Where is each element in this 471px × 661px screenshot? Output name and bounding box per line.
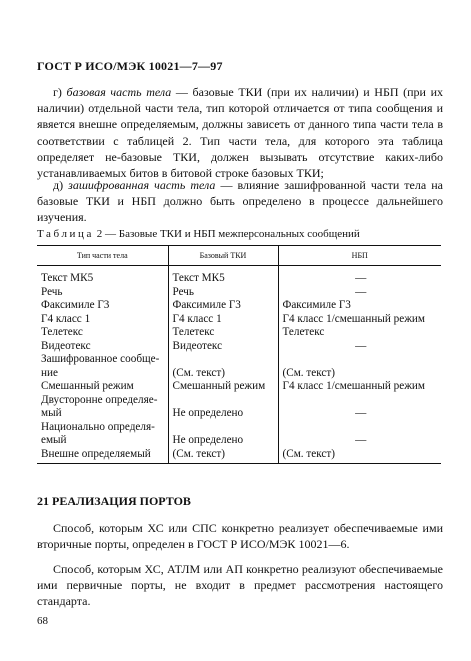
body-part-tki-table xyxy=(37,245,441,464)
table-cell: Факсимиле Г3 xyxy=(168,299,278,313)
paragraph-text: — базовые ТКИ (при их наличии) и НБП (при их наличии) отдельной части тела, тип которой отличается от типа сообщения и явяется внешне определяемым, должны зависеть от данного типа части тела в соответствии с таблицей 2. Тип части тела, для которого эта таблица определяет не-базовые ТКИ, должен вызывать отсутствие каких-либо устанавливаемых битов в битовой строке базовых ТКИ; xyxy=(37,85,444,181)
table-cell: Зашифрованное сообще-ние xyxy=(41,353,160,379)
table-row xyxy=(37,394,441,421)
table-row xyxy=(37,326,441,340)
paragraph-base-body-part xyxy=(37,84,443,181)
running-header: ГОСТ Р ИСО/МЭК 10021—7—97 xyxy=(37,59,223,73)
table-cell: Факсимиле Г3 xyxy=(278,299,441,313)
term-italic: зашифрованная часть тела xyxy=(68,178,216,192)
table-cell: Г4 класс 1/смешанный режим xyxy=(278,313,441,327)
section-heading: 21 РЕАЛИЗАЦИЯ ПОРТОВ xyxy=(37,494,191,508)
table-cell: Смешанный режим xyxy=(41,380,134,392)
paragraph-encrypted-body-part xyxy=(37,177,443,226)
table-row xyxy=(37,266,441,286)
table-cell: (См. текст) xyxy=(278,353,441,380)
table-cell: Смешанный режим xyxy=(168,380,278,394)
table-cell: Текст МК5 xyxy=(168,266,278,286)
table-row xyxy=(37,340,441,354)
table-cell: — xyxy=(278,394,441,421)
table-cell: Телетекс xyxy=(168,326,278,340)
table-cell: Двусторонне определяе-мый xyxy=(41,393,158,419)
paragraph-text: — влияние зашифрованной части тела на базовые ТКИ и НБП должно быть определено в процессе дальнейшего изучения. xyxy=(37,178,443,225)
table-cell: Видеотекс xyxy=(41,339,91,352)
table-caption-label: Таблица xyxy=(37,228,94,240)
table-cell: Видеотекс xyxy=(168,340,278,354)
table-cell: (См. текст) xyxy=(168,448,278,464)
list-marker: д) xyxy=(53,178,69,192)
table-row xyxy=(37,380,441,394)
page-number: 68 xyxy=(37,615,48,627)
table-cell: Речь xyxy=(168,286,278,300)
table-cell: Г4 класс 1 xyxy=(168,313,278,327)
table-caption-text: 2 — Базовые ТКИ и НБП межперсональных сообщений xyxy=(94,228,360,240)
term-italic: базовая часть тела xyxy=(66,85,172,99)
table-cell: — xyxy=(278,340,441,354)
column-header-body-part-type: Тип части тела xyxy=(37,246,168,266)
table-cell: Г4 класс 1 xyxy=(41,312,91,325)
paragraph-secondary-ports: Способ, которым ХС или СПС конкретно реализует обеспечиваемые ими вторичные порты, определен в ГОСТ Р ИСО/МЭК 10021—6. xyxy=(37,521,443,552)
table-cell: Телетекс xyxy=(278,326,441,340)
table-cell: Внешне определяемый xyxy=(37,448,168,464)
paragraph-primary-ports: Способ, которым ХС, АТЛМ или АП конкретно реализуют обеспечиваемые ими первичные порты, не входит в предмет рассмотрения настоящего стандарта. xyxy=(37,562,443,609)
table-cell: — xyxy=(278,266,441,286)
list-marker: г) xyxy=(53,85,67,99)
table-cell: — xyxy=(278,286,441,300)
table-row xyxy=(37,313,441,327)
table-cell: Не определено xyxy=(168,421,278,448)
table-header-row xyxy=(37,246,441,266)
table-cell: (См. текст) xyxy=(168,353,278,380)
table-cell: (См. текст) xyxy=(278,448,441,464)
table-row xyxy=(37,421,441,448)
column-header-nbp: НБП xyxy=(278,246,441,266)
table-caption xyxy=(37,228,360,240)
table-cell: Не определено xyxy=(168,394,278,421)
table-cell: Факсимиле Г3 xyxy=(41,299,110,311)
table-row xyxy=(37,299,441,313)
table-cell: — xyxy=(278,421,441,448)
table-row xyxy=(37,286,441,300)
table-row xyxy=(37,353,441,380)
table-cell: Г4 класс 1/смешанный режим xyxy=(278,380,441,394)
table-row xyxy=(37,448,441,464)
column-header-base-tki: Базовый ТКИ xyxy=(168,246,278,266)
table-cell: Национально определя-емый xyxy=(41,420,155,446)
table-cell: Телетекс xyxy=(41,326,83,338)
table-cell: Текст МК5 xyxy=(41,272,94,284)
table-cell: Речь xyxy=(41,285,63,298)
